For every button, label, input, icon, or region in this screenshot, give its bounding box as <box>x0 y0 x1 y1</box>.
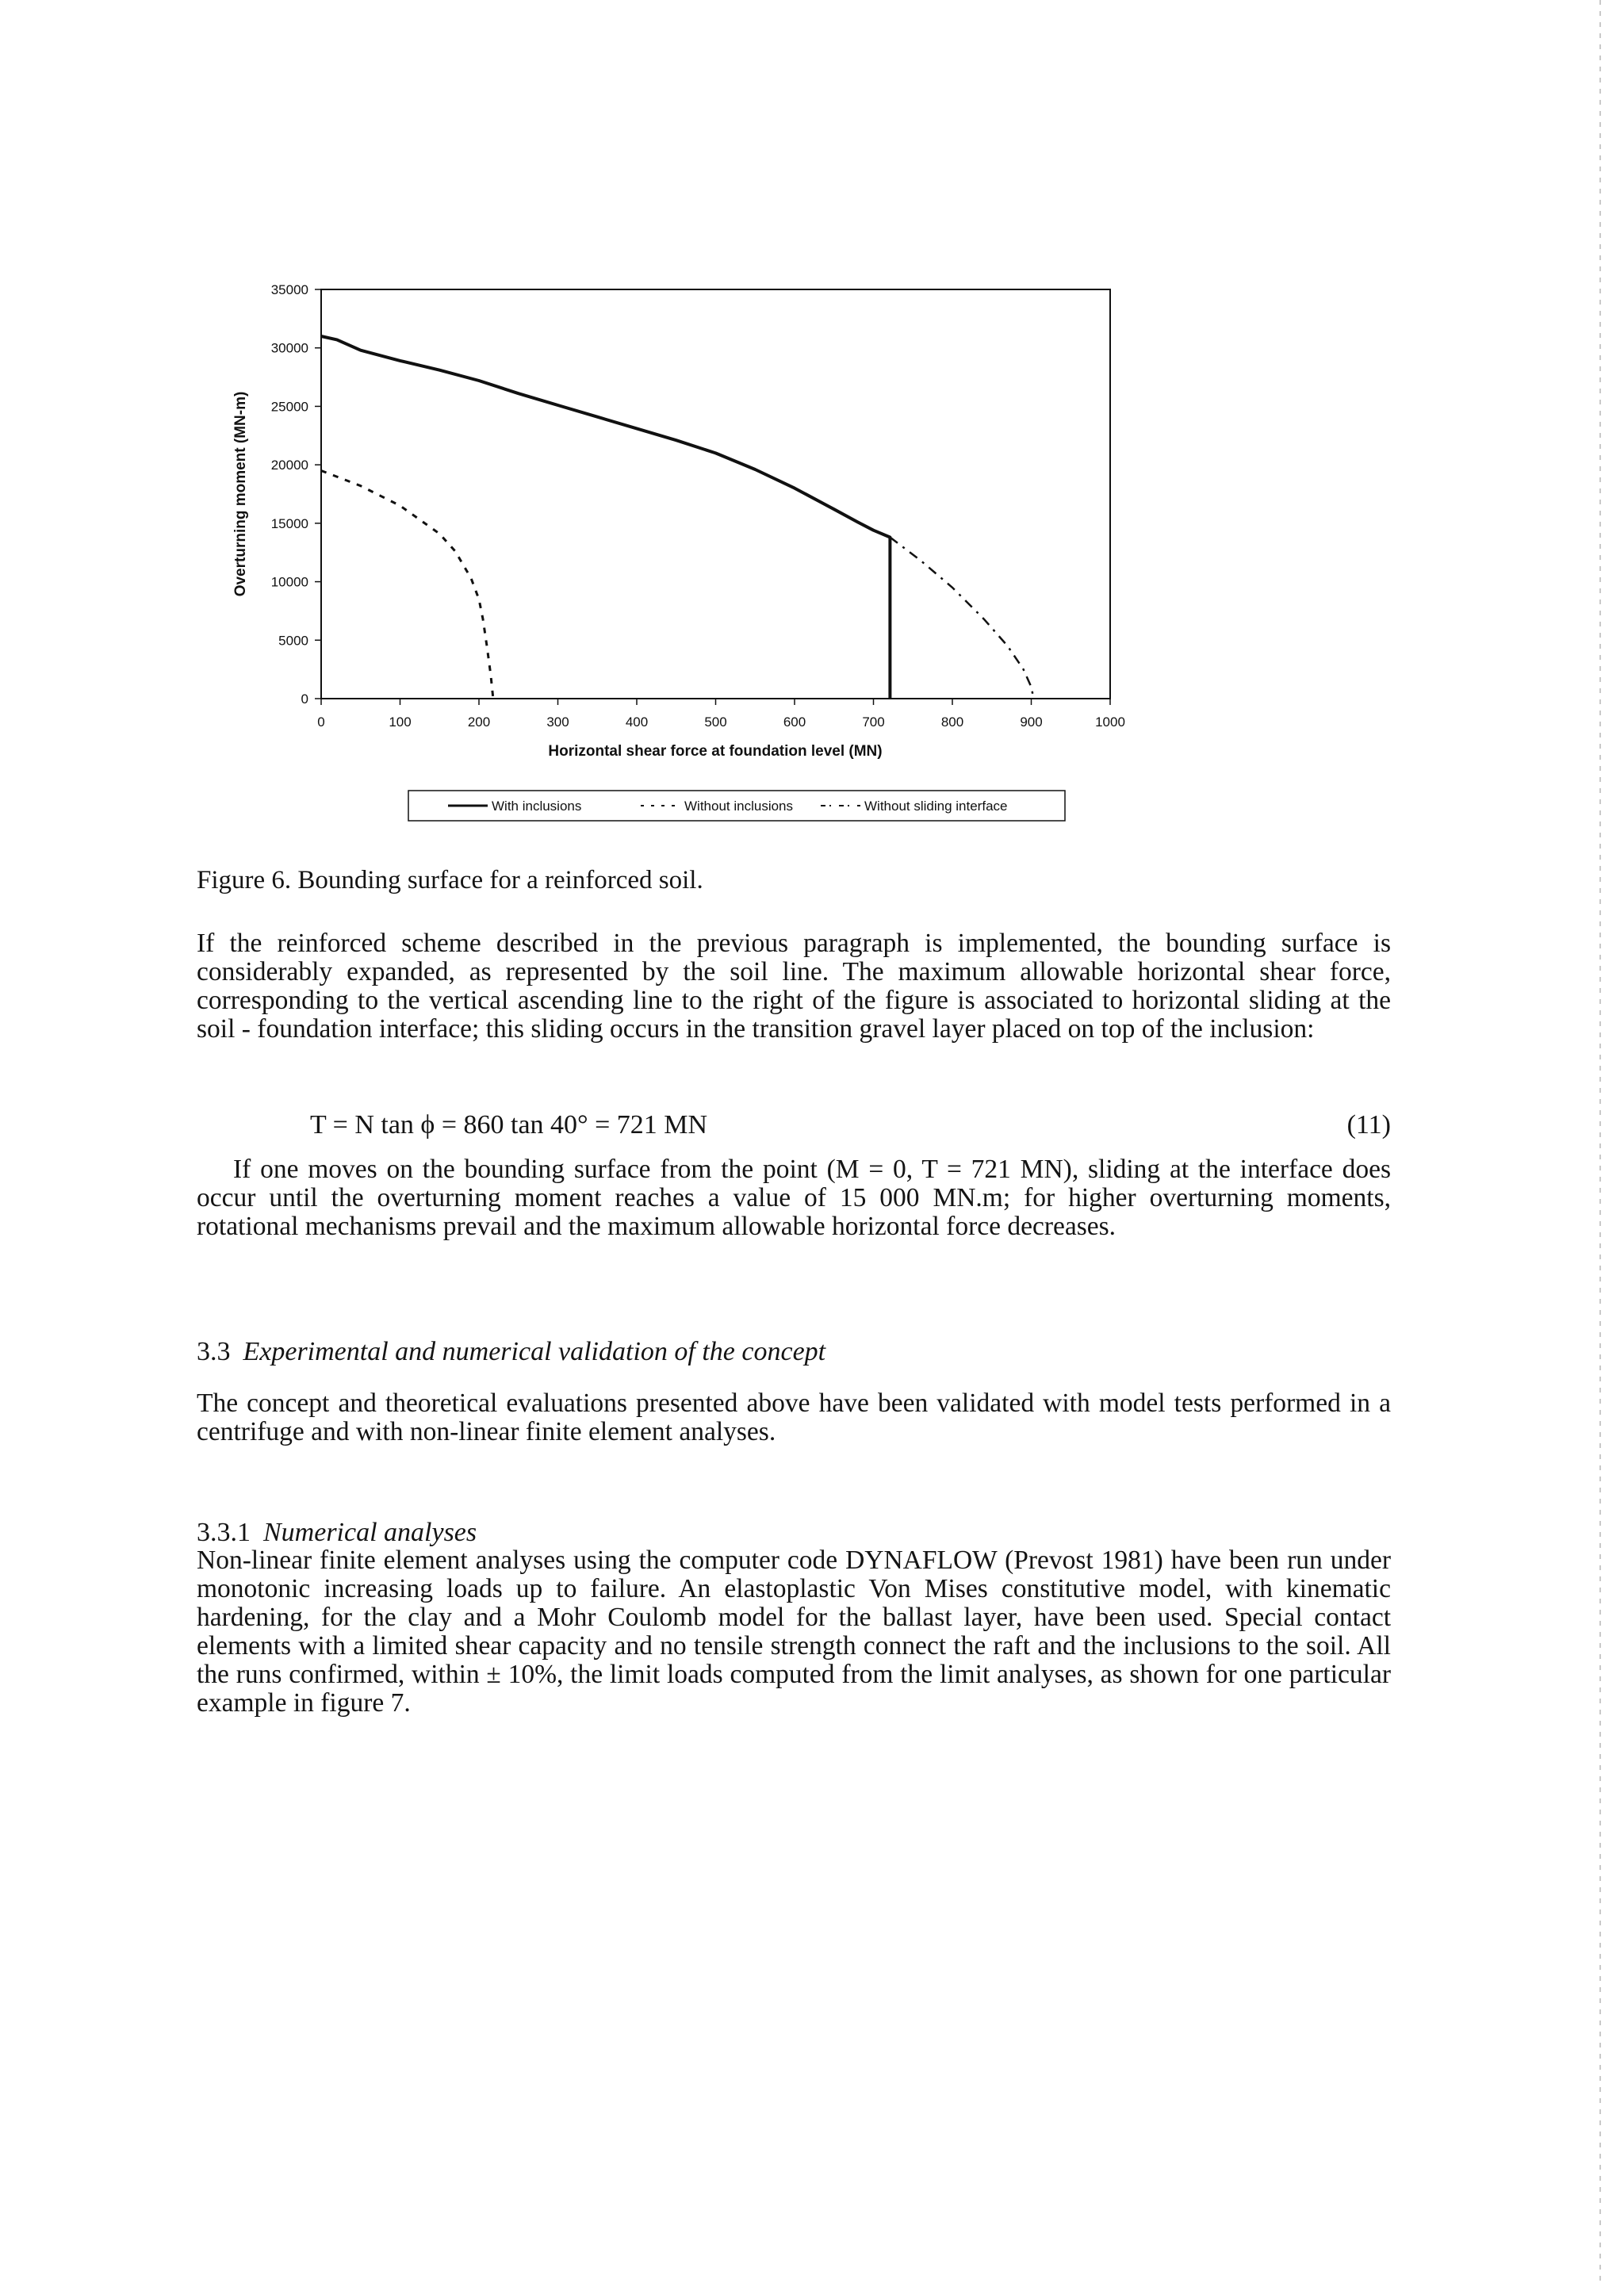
y-tick-label: 25000 <box>270 399 308 415</box>
equation-number: (11) <box>1346 1110 1391 1140</box>
legend-label: With inclusions <box>492 799 582 814</box>
x-tick-label: 100 <box>389 714 412 730</box>
x-tick-label: 400 <box>625 714 649 730</box>
y-tick-label: 15000 <box>270 515 308 531</box>
legend-label: Without sliding interface <box>864 799 1008 814</box>
section-heading-3-3 <box>197 1337 825 1367</box>
figure-caption: Figure 6. Bounding surface for a reinforced soil. <box>197 866 703 894</box>
series-line-without-inclusions <box>321 471 493 699</box>
x-tick-label: 300 <box>546 714 569 730</box>
x-tick-label: 1000 <box>1095 714 1125 730</box>
x-tick-label: 900 <box>1020 714 1043 730</box>
y-tick-label: 20000 <box>270 458 308 473</box>
paragraph-validation: The concept and theoretical evaluations presented above have been validated with model tests performed in a centrifuge and with non-linear finite element analyses. <box>197 1389 1391 1446</box>
x-tick-label: 500 <box>704 714 727 730</box>
equation-11 <box>197 1110 1391 1142</box>
equation-text: T = N tan ϕ = 860 tan 40° = 721 MN <box>310 1110 708 1140</box>
x-tick-label: 600 <box>783 714 806 730</box>
paragraph-sliding: If one moves on the bounding surface from the point (M = 0, T = 721 MN), sliding at the interface does occur until the overturning moment reaches a value of 15 000 MN.m; for higher overturning moments, rotational mechanisms prevail and the maximum allowable horizontal force decreases. <box>197 1155 1391 1241</box>
legend <box>408 791 1065 821</box>
subsection-number: 3.3.1 <box>197 1518 251 1547</box>
y-axis-label: Overturning moment (MN-m) <box>232 391 249 597</box>
y-tick-label: 30000 <box>270 340 308 356</box>
section-heading-3-3-1 <box>197 1518 477 1548</box>
y-tick-label: 35000 <box>270 282 308 297</box>
subsection-title: Numerical analyses <box>263 1518 477 1547</box>
bounding-surface-chart <box>0 0 1624 864</box>
paragraph-bounding-surface: If the reinforced scheme described in the previous paragraph is implemented, the bounding surface is considerably expanded, as represented by the soil line. The maximum allowable horizontal shear force, corresponding to the vertical ascending line to the right of the figure is associated to horizontal sliding at the soil - foundation interface; this sliding occurs in the transition gravel layer placed on top of the inclusion: <box>197 929 1391 1044</box>
x-tick-label: 0 <box>317 714 325 730</box>
y-tick-label: 5000 <box>278 633 308 649</box>
section-title: Experimental and numerical validation of the concept <box>243 1337 826 1366</box>
series-group <box>321 336 1034 699</box>
x-axis-label: Horizontal shear force at foundation level (MN) <box>548 743 883 760</box>
y-axis <box>271 282 321 707</box>
y-tick-label: 0 <box>301 691 308 707</box>
x-axis <box>317 699 1125 730</box>
y-tick-label: 10000 <box>270 574 308 590</box>
x-tick-label: 700 <box>862 714 885 730</box>
legend-label: Without inclusions <box>684 799 794 814</box>
x-tick-label: 800 <box>940 714 964 730</box>
series-line-with-inclusions <box>321 336 890 699</box>
section-number: 3.3 <box>197 1337 231 1366</box>
plot-frame <box>321 289 1110 699</box>
paragraph-numerical-analyses: Non-linear finite element analyses using the computer code DYNAFLOW (Prevost 1981) have been run under monotonic increasing loads up to failure. An elastoplastic Von Mises constitutive model, with kinematic hardening, for the clay and a Mohr Coulomb model for the ballast layer, have been used. Special contact elements with a limited shear capacity and no tensile strength connect the raft and the inclusions to the soil. All the runs confirmed, within ± 10%, the limit loads computed from the limit analyses, as shown for one particular example in figure 7. <box>197 1546 1391 1718</box>
series-line-without-sliding-interface <box>890 538 1033 699</box>
x-tick-label: 200 <box>467 714 491 730</box>
